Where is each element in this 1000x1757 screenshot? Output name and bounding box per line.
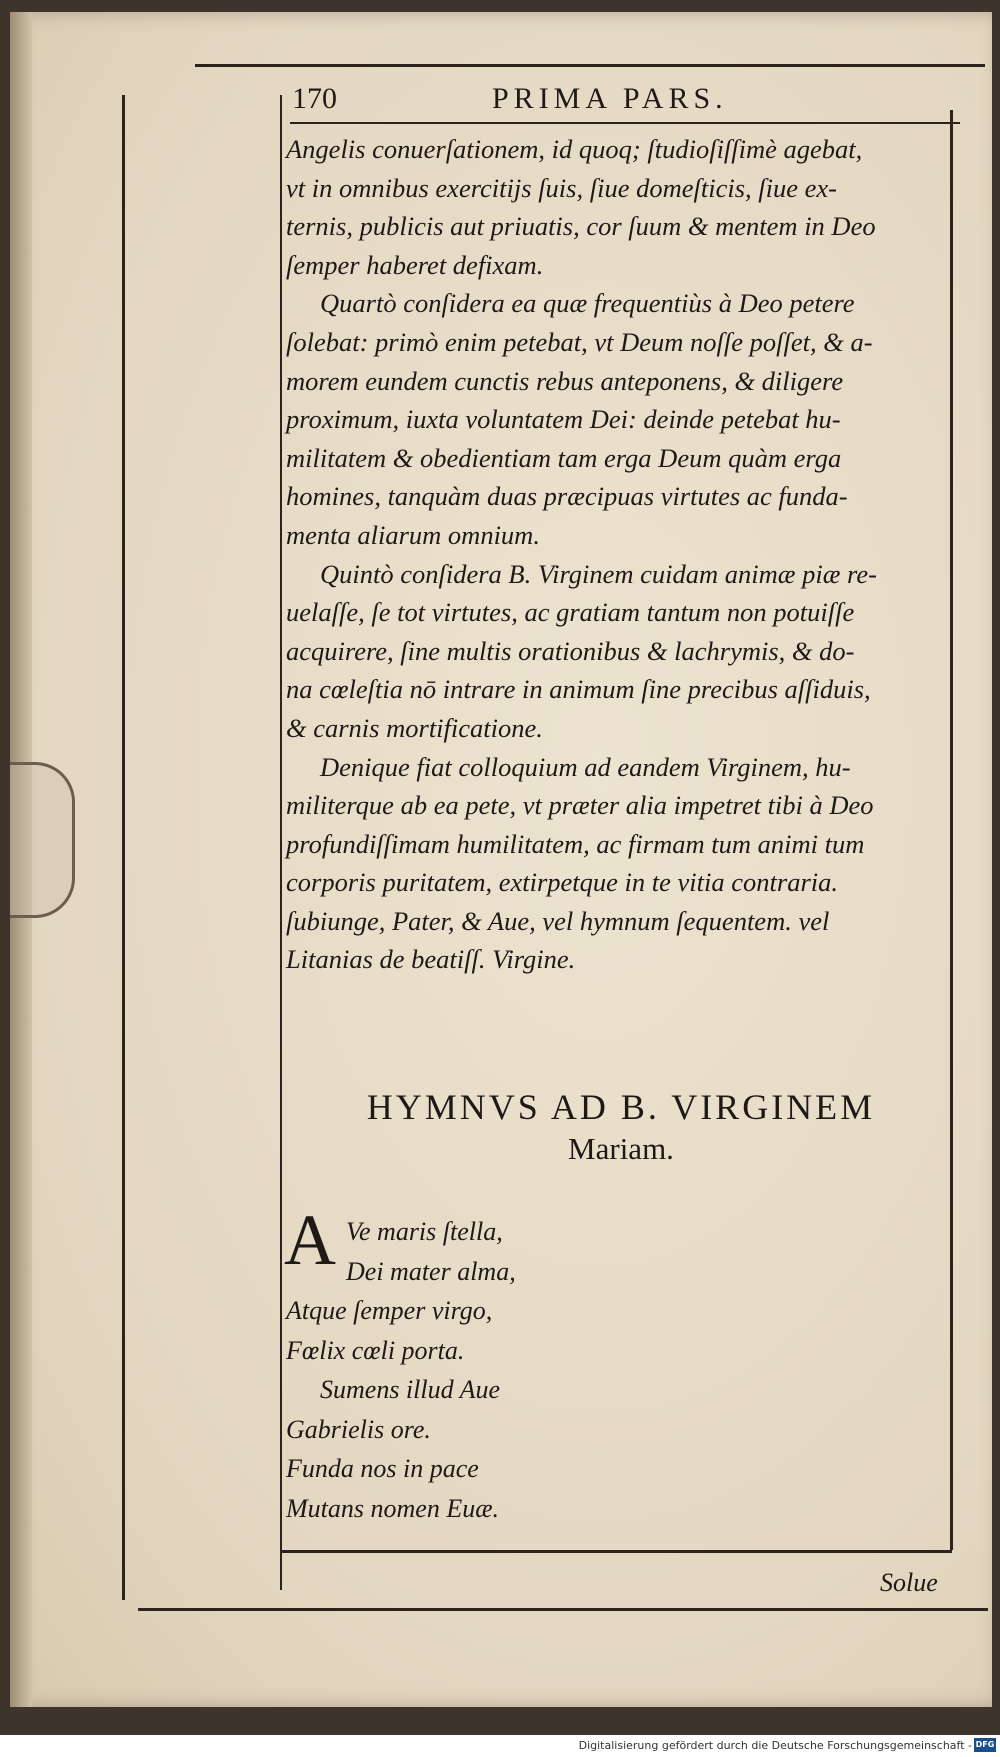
text-line: morem eundem cunctis rebus anteponens, & diligere <box>286 365 844 396</box>
bottom-rule <box>280 1550 952 1553</box>
frame-line-inner <box>280 95 282 1590</box>
text-line: corporis puritatem, extirpetque in te vitia contraria. <box>286 867 839 898</box>
text-line: Quintò conſidera B. Virginem cuidam animæ piæ re- <box>320 558 877 589</box>
text-line: Quartò conſidera ea quæ frequentiùs à Deo petere <box>320 288 855 319</box>
running-head: PRIMA PARS. <box>492 82 728 115</box>
page-header <box>292 82 952 122</box>
paragraph-4 <box>286 748 956 980</box>
book-clasp <box>10 762 75 918</box>
verse-line: Fœlix cœli porta. <box>286 1335 465 1365</box>
verse-line: Dei mater alma, <box>346 1256 516 1286</box>
text-line: & carnis mortificatione. <box>286 712 543 743</box>
header-rule <box>290 122 960 124</box>
page-number: 170 <box>292 82 337 115</box>
catchword: Solue <box>880 1568 938 1597</box>
verse-line: Atque ſemper virgo, <box>286 1296 493 1325</box>
text-line: Litanias de beatiſſ. Virgine. <box>286 944 576 975</box>
hymn-title <box>286 1085 956 1169</box>
text-line: uelaſſe, ſe tot virtutes, ac gratiam tantum non potuiſſe <box>286 597 855 628</box>
text-line: ſemper haberet defixam. <box>286 249 544 280</box>
text-line: ternis, publicis aut priuatis, cor ſuum & mentem in Deo <box>286 211 876 242</box>
text-line: militatem & obedientiam tam erga Deum quàm erga <box>286 442 842 473</box>
bottom-rule-outer <box>138 1608 988 1611</box>
text-line: Angelis conuerſationem, id quoq; ſtudioſiſſimè agebat, <box>286 134 863 164</box>
text-line: ſolebat: primò enim petebat, vt Deum noſſe poſſet, & a- <box>286 326 873 357</box>
paragraph-3 <box>286 555 956 748</box>
text-line: militerque ab ea pete, vt præter alia impetret tibi à Deo <box>286 790 874 821</box>
top-rule <box>195 64 985 67</box>
funding-credit: Digitalisierung gefördert durch die Deutsche Forschungsgemeinschaft - <box>578 1739 972 1752</box>
hymn-title-line-2: Mariam. <box>568 1131 674 1166</box>
verse-line: Funda nos in pace <box>286 1454 479 1483</box>
text-line: ſubiunge, Pater, & Aue, vel hymnum ſequentem. vel <box>286 905 830 936</box>
verse-line: Sumens illud Aue <box>320 1375 501 1404</box>
text-line: Denique fiat colloquium ad eandem Virginem, hu- <box>320 751 851 782</box>
body-text <box>286 130 956 979</box>
text-line: homines, tanquàm duas præcipuas virtutes ac funda- <box>286 481 848 512</box>
text-line: menta aliarum omnium. <box>286 519 540 550</box>
text-line: acquirere, ſine multis orationibus & lachrymis, & do- <box>286 635 855 666</box>
text-line: na cœleſtia nō intrare in animum ſine precibus aſſiduis, <box>286 674 871 705</box>
text-line: profundiſſimam humilitatem, ac firmam tum animi tum <box>286 828 865 859</box>
verse-line: Ve maris ſtella, <box>346 1217 503 1246</box>
dfg-logo: DFG <box>974 1738 996 1752</box>
hymn-title-line-1: HYMNVS AD B. VIRGINEM <box>366 1087 876 1127</box>
verse-line: Gabrielis ore. <box>286 1414 431 1444</box>
text-line: proximum, iuxta voluntatem Dei: deinde petebat hu- <box>286 404 841 435</box>
frame-line-left <box>122 95 125 1600</box>
text-line: vt in omnibus exercitijs ſuis, ſiue domeſticis, ſiue ex- <box>286 172 837 203</box>
hymn-verses <box>284 1200 786 1528</box>
verse-line: Mutans nomen Euæ. <box>286 1493 500 1523</box>
paragraph-1 <box>286 130 956 284</box>
paragraph-2 <box>286 284 956 554</box>
drop-cap: A <box>284 1200 336 1280</box>
